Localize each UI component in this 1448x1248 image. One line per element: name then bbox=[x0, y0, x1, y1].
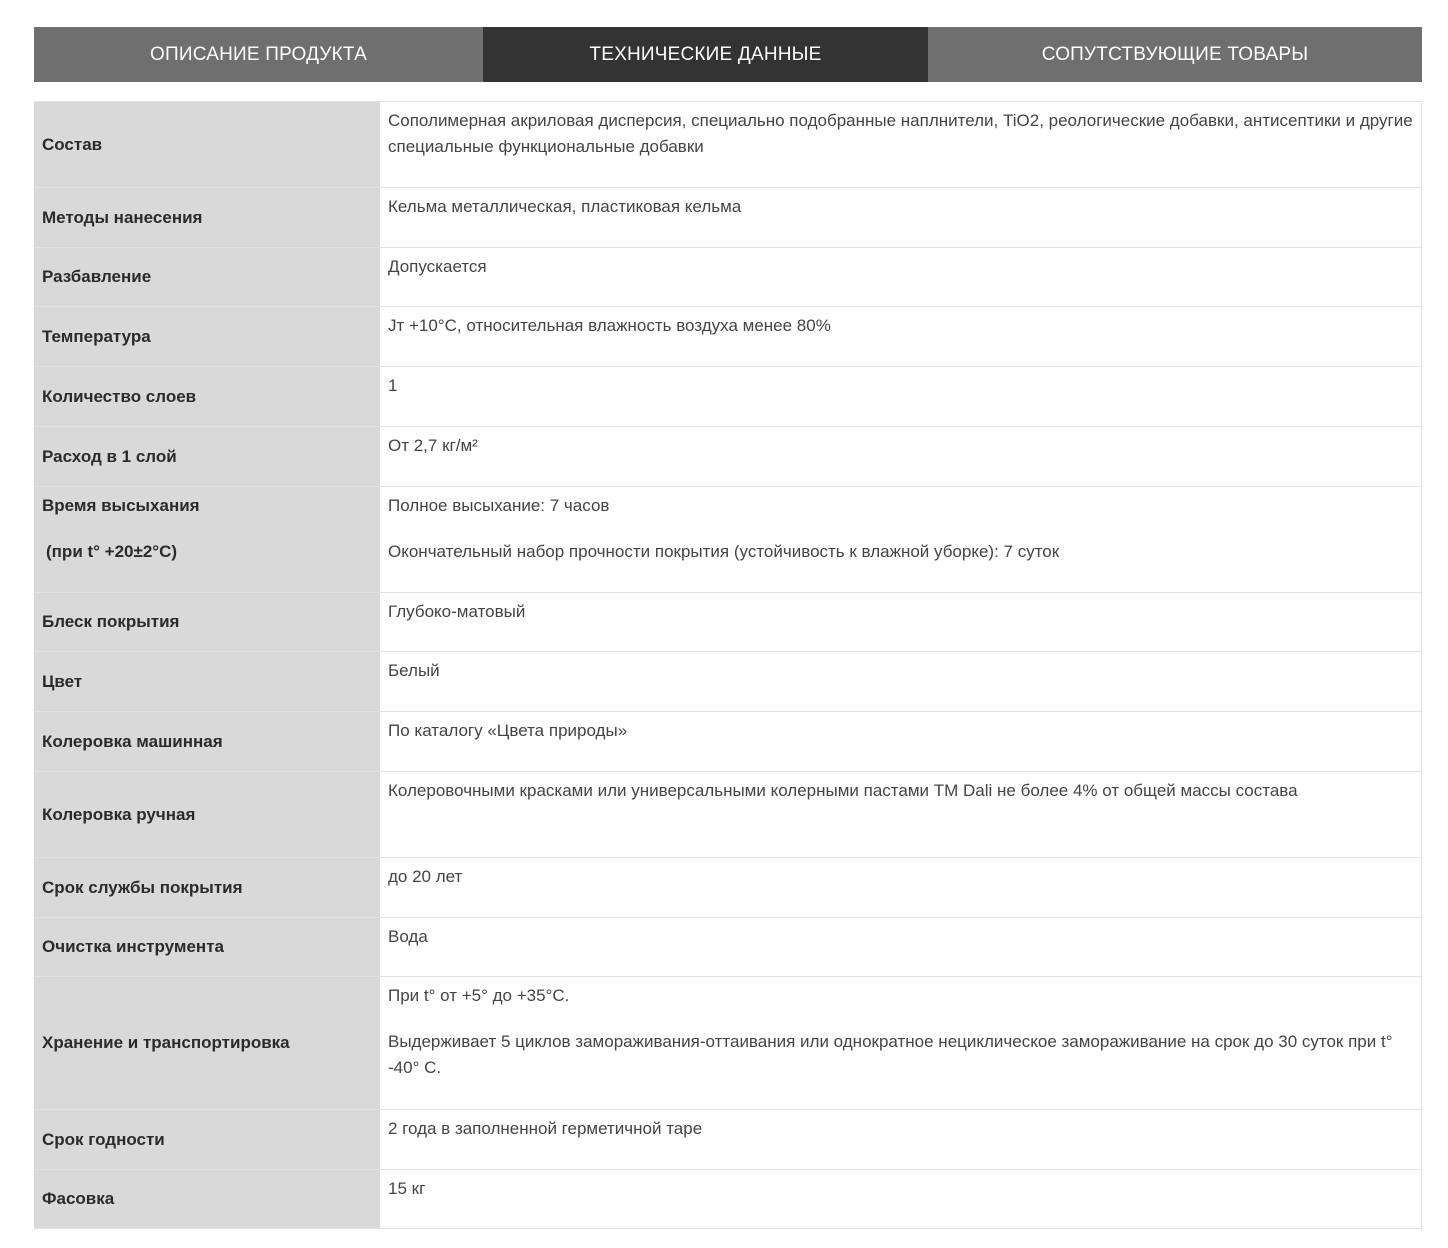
spec-label-text: Блеск покрытия bbox=[42, 612, 180, 631]
spec-value-text: Кельма металлическая, пластиковая кельма bbox=[388, 197, 742, 216]
spec-row bbox=[34, 1110, 1422, 1170]
spec-label bbox=[34, 307, 380, 367]
spec-row bbox=[34, 712, 1422, 772]
spec-row bbox=[34, 188, 1422, 248]
spec-value-text: 15 кг bbox=[388, 1179, 426, 1198]
spec-value-text: до 20 лет bbox=[388, 867, 463, 886]
spec-value-text: По каталогу «Цвета природы» bbox=[388, 721, 628, 740]
spec-label bbox=[34, 188, 380, 248]
spec-label-text: Очистка инструмента bbox=[42, 937, 224, 956]
spec-label bbox=[34, 427, 380, 487]
spec-label bbox=[34, 712, 380, 772]
spec-label-text: Срок годности bbox=[42, 1129, 165, 1149]
spec-row bbox=[34, 977, 1422, 1110]
specifications-body bbox=[34, 102, 1422, 1229]
spec-label-text: Колеровка машинная bbox=[42, 731, 223, 751]
spec-row bbox=[34, 858, 1422, 918]
spec-value bbox=[380, 188, 1422, 248]
spec-label-text: Хранение и транспортировка bbox=[42, 1033, 290, 1052]
spec-row bbox=[34, 307, 1422, 367]
spec-label bbox=[34, 772, 380, 858]
spec-value bbox=[380, 858, 1422, 918]
spec-label bbox=[34, 1110, 380, 1170]
spec-label bbox=[34, 1170, 380, 1229]
spec-value-text: Глубоко-матовый bbox=[388, 602, 526, 621]
tab-technical-data[interactable]: ТЕХНИЧЕСКИЕ ДАННЫЕ bbox=[483, 27, 928, 82]
spec-row bbox=[34, 1170, 1422, 1229]
spec-value bbox=[380, 1110, 1422, 1170]
spec-value bbox=[380, 918, 1422, 977]
spec-row bbox=[34, 487, 1422, 593]
spec-label-text: Время высыхания bbox=[42, 496, 200, 515]
spec-label bbox=[34, 367, 380, 427]
spec-label-text: Фасовка bbox=[42, 1189, 115, 1208]
spec-value-text: Допускается bbox=[388, 257, 487, 276]
spec-row bbox=[34, 772, 1422, 858]
specifications-table bbox=[34, 101, 1422, 1229]
spec-value bbox=[380, 487, 1422, 593]
spec-row bbox=[34, 102, 1422, 188]
spec-label bbox=[34, 487, 380, 593]
spec-value-text: Вода bbox=[388, 927, 428, 946]
spec-value-text: При t° от +5° до +35°С. bbox=[388, 986, 570, 1005]
spec-label bbox=[34, 652, 380, 712]
spec-value bbox=[380, 307, 1422, 367]
spec-label bbox=[34, 593, 380, 652]
spec-label-text: Колеровка ручная bbox=[42, 804, 196, 824]
spec-value bbox=[380, 427, 1422, 487]
spec-label bbox=[34, 858, 380, 918]
spec-value bbox=[380, 977, 1422, 1110]
spec-label-text: (при t° +20±2°С) bbox=[46, 542, 178, 561]
tab-related-products[interactable]: СОПУТСТВУЮЩИЕ ТОВАРЫ bbox=[928, 27, 1422, 82]
spec-value-text: Полное высыхание: 7 часов bbox=[388, 496, 610, 515]
spec-value bbox=[380, 712, 1422, 772]
spec-value-text: Сополимерная акриловая дисперсия, специально подобранные наплнители, TiO2, реологические добавки, антисептики и другие специальные функциональные добавки bbox=[388, 111, 1413, 156]
spec-value bbox=[380, 248, 1422, 307]
spec-label bbox=[34, 977, 380, 1110]
spec-value-text: Окончательный набор прочности покрытия (устойчивость к влажной уборке): 7 суток bbox=[388, 542, 1060, 561]
spec-label bbox=[34, 102, 380, 188]
spec-value bbox=[380, 772, 1422, 858]
spec-label-text: Цвет bbox=[42, 671, 83, 691]
spec-row bbox=[34, 427, 1422, 487]
spec-value-text: От 2,7 кг/м² bbox=[388, 436, 478, 455]
spec-label-text: Срок службы покрытия bbox=[42, 877, 243, 897]
spec-value bbox=[380, 593, 1422, 652]
tab-bar bbox=[34, 27, 1422, 82]
spec-value bbox=[380, 367, 1422, 427]
spec-value bbox=[380, 652, 1422, 712]
spec-label bbox=[34, 918, 380, 977]
spec-row bbox=[34, 918, 1422, 977]
spec-value-text: Jт +10°С, относительная влажность воздуха менее 80% bbox=[388, 316, 831, 335]
spec-value bbox=[380, 102, 1422, 188]
spec-value-text: Белый bbox=[388, 661, 440, 680]
spec-value bbox=[380, 1170, 1422, 1229]
spec-row bbox=[34, 652, 1422, 712]
spec-label-text: Разбавление bbox=[42, 267, 152, 286]
spec-value-text: Колеровочными красками или универсальными колерными пастами ТМ Dali не более 4% от общей массы состава bbox=[388, 781, 1298, 800]
spec-row bbox=[34, 367, 1422, 427]
spec-value-text: 1 bbox=[388, 376, 398, 395]
spec-label-text: Количество слоев bbox=[42, 386, 197, 406]
spec-label-text: Расход в 1 слой bbox=[42, 446, 177, 466]
spec-label-text: Состав bbox=[42, 134, 103, 154]
tab-product-description[interactable]: ОПИСАНИЕ ПРОДУКТА bbox=[34, 27, 483, 82]
spec-row bbox=[34, 248, 1422, 307]
spec-value-text: Выдерживает 5 циклов замораживания-оттаивания или однократное нециклическое замораживание на срок до 30 суток при t° -40° С. bbox=[388, 1032, 1393, 1077]
spec-row bbox=[34, 593, 1422, 652]
spec-label bbox=[34, 248, 380, 307]
spec-label-text: Методы нанесения bbox=[42, 207, 203, 227]
spec-value-text: 2 года в заполненной герметичной таре bbox=[388, 1119, 703, 1138]
spec-label-text: Температура bbox=[42, 326, 151, 346]
